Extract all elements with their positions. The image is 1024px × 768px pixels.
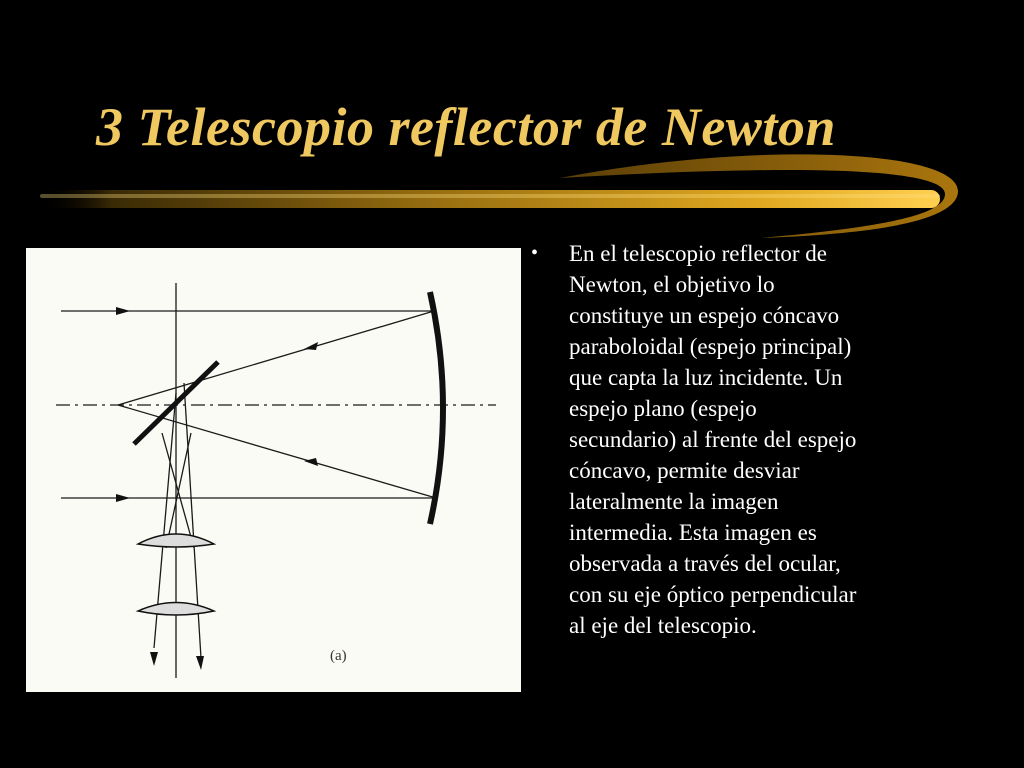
reflected-arrow-bottom	[304, 458, 318, 466]
bullet-text: En el telescopio reflector de Newton, el objetivo lo constituye un espejo cóncavo paraboloidal (espejo principal) que capta la luz incidente. Un espejo plano (espejo secundario) al frente del espejo cóncavo, permite desviar lateralmente la imagen intermedia. Esta imagen es observada a través del ocular, con su eje óptico perpendicular al eje del telescopio.	[569, 241, 857, 638]
diagram-label: (a)	[330, 648, 347, 664]
reflected-arrow-top	[304, 342, 318, 350]
eyepiece-ray-cross-2	[166, 433, 191, 548]
eyepiece-lens-lower	[138, 603, 214, 616]
body-bullet-list	[531, 238, 951, 641]
newton-telescope-diagram	[26, 248, 521, 692]
eyepiece-lens-upper	[138, 534, 214, 547]
bullet-marker: •	[531, 242, 539, 264]
ray-arrow-top	[116, 307, 130, 315]
primary-concave-mirror	[430, 292, 443, 524]
reflected-ray-bottom	[118, 405, 436, 498]
exit-arrow-right	[196, 656, 204, 670]
ray-arrow-bottom	[116, 494, 130, 502]
reflected-ray-top	[118, 311, 434, 405]
slide-title: 3 Telescopio reflector de Newton	[96, 97, 836, 157]
title-underline-swoosh	[0, 150, 1024, 240]
exit-arrow-left	[150, 652, 158, 666]
bullet-item	[531, 238, 951, 641]
